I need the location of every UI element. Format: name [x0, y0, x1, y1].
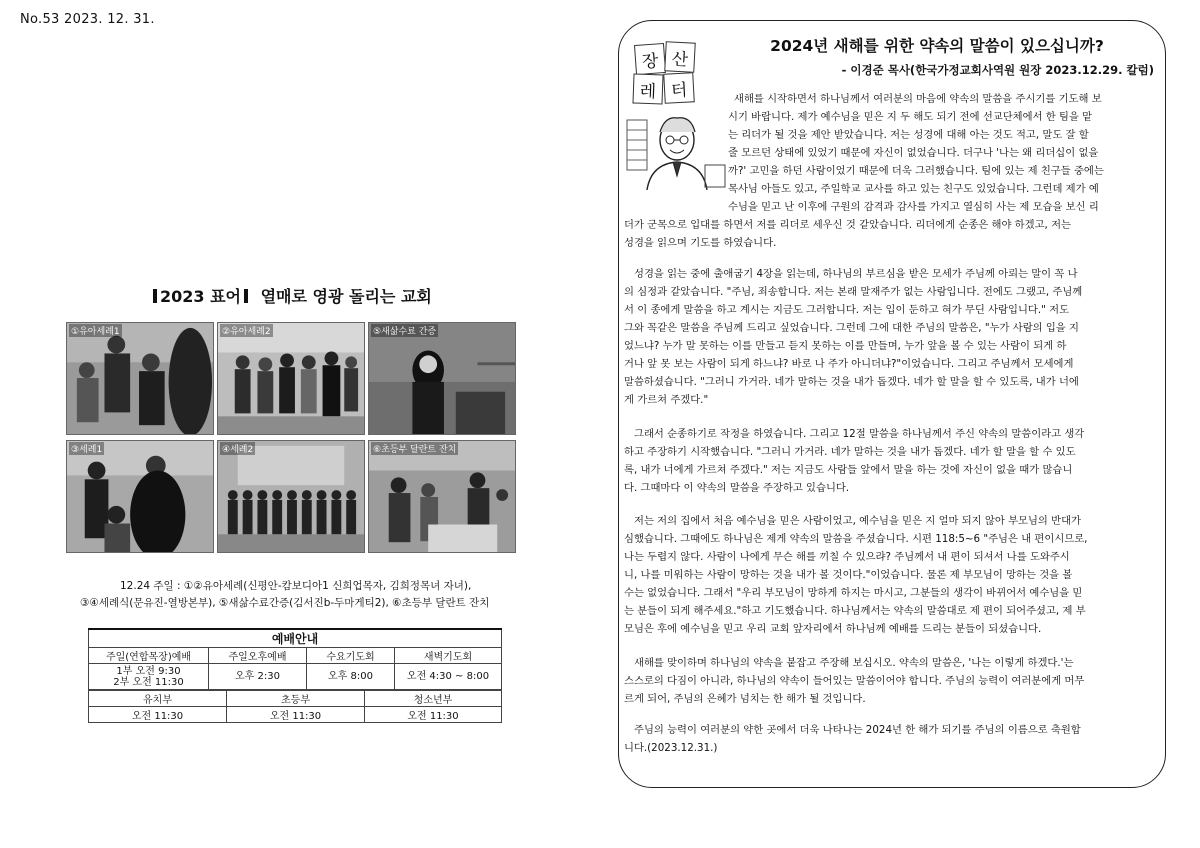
photo-label: ⑤새삶수료 간증 — [371, 324, 438, 337]
dept-value: 오전 11:30 — [365, 707, 502, 723]
text-line: 스스로의 다짐이 아니라, 하나님의 약속이 들어있는 말씀이어야 합니다. 주님의 능력이 여러분에게 머무 — [624, 675, 1085, 687]
photo-infant-baptism-2 — [217, 322, 365, 435]
photo-talent-festival — [368, 440, 516, 553]
schedule-title: 예배안내 — [89, 629, 502, 648]
schedule-value: 오후 2:30 — [209, 664, 307, 690]
dept-value: 오전 11:30 — [89, 707, 227, 723]
text-line: 나는 두렵지 않다. 사람이 나에게 무슨 해를 끼칠 수 있으랴? 주님께서 내 편이 되셔서 나를 도와주시 — [624, 551, 1070, 563]
text-line: 록, 내가 너에게 가르쳐 주겠다." 저는 지금도 사람들 앞에서 말을 하는 것에 자신이 없을 때가 많습니 — [624, 464, 1073, 476]
schedule-header: 주일(연합목장)예배 — [89, 648, 209, 664]
text-line: 말씀하셨습니다. "그러니 가거라. 네가 말하는 것을 내가 돕겠다. 네가 할 말을 할 수 있도록, 내가 너에 — [624, 376, 1079, 388]
text-line: 니, 나를 미워하는 사람이 망하는 것을 내가 볼 것이다."이었습니다. 물론 제 부모님이 망하는 것을 볼 — [624, 569, 1073, 581]
motto-bullet-icon — [153, 289, 157, 303]
text-line: 모님은 후에 예수님을 믿고 우리 교회 앞자리에서 하나님께 예배를 드리는 분들이 되셨습니다. — [624, 623, 1042, 635]
dept-header: 유치부 — [89, 691, 227, 707]
letter-paragraph-5 — [624, 654, 1159, 708]
photo-baptism-1 — [66, 440, 214, 553]
text-line: 더가 군목으로 입대를 하면서 저를 리더로 세우신 것 같았습니다. 리더에게 순종은 해야 하겠고, 저는 — [624, 219, 1071, 231]
motto-text: 열매로 영광 돌리는 교회 — [260, 287, 432, 306]
photo-infant-baptism-1 — [66, 322, 214, 435]
text-line: 르게 되어, 주님의 은혜가 넘치는 한 해가 될 것입니다. — [624, 693, 866, 705]
badge-char: 터 — [663, 72, 695, 104]
yearly-motto — [150, 284, 460, 307]
caption-line: 12.24 주일 : ①②유아세례(신평안-캄보디아1 신희업목자, 김희정목녀 자녀), — [120, 580, 472, 592]
text-line: 그래서 순종하기로 작정을 하였습니다. 그리고 12절 말씀을 하나님께서 주신 약속의 말씀이라고 생각 — [634, 428, 1085, 440]
text-line: 주님의 능력이 여러분의 약한 곳에서 더욱 나타나는 2024년 한 해가 되기를 주님의 이름으로 축원합 — [634, 724, 1081, 736]
text-line: 의 심정과 같았습니다. "주님, 죄송합니다. 저는 본래 말재주가 없는 사람입니다. 전에도 그랬고, 주님께 — [624, 286, 1083, 298]
motto-year: 2023 표어 — [160, 287, 242, 306]
motto-bullet-icon — [244, 289, 248, 303]
letter-paragraph-3 — [624, 425, 1159, 497]
text-line: 줄 모르던 상태에 있었기 때문에 자신이 없었습니다. 더구나 '나는 왜 리더십이 없을 — [728, 147, 1099, 159]
text-line: 새해를 시작하면서 하나님께서 여러분의 마음에 약속의 말씀을 주시기를 기도해 보 — [734, 93, 1102, 105]
photo-label: ③세례1 — [69, 442, 104, 455]
text-line: 었느냐? 누가 말 못하는 이를 만들고 듣지 못하는 이를 만들며, 누가 앞을 볼 수 있는 사람이 되게 하 — [624, 340, 1067, 352]
schedule-cell-sunday — [89, 664, 209, 690]
text-line: 하고 주장하기 시작했습니다. "그러니 가거라. 네가 말하는 것을 내가 돕겠다. 네가 할 말을 할 수 있도 — [624, 446, 1076, 458]
worship-schedule-table — [88, 628, 502, 690]
department-schedule-table — [88, 690, 502, 723]
text-line: 서 이 종에게 말씀을 하고 계시는 지금도 그러합니다. 저는 입이 둔하고 혀가 무딘 사람입니다." 저도 — [624, 304, 1070, 316]
photo-label: ①유아세례1 — [69, 324, 122, 337]
text-line: 니다.(2023.12.31.) — [624, 742, 718, 754]
text-line: 성경을 읽으며 기도를 하였습니다. — [624, 237, 777, 249]
schedule-header: 주일오후예배 — [209, 648, 307, 664]
text-line: 새해를 맞이하며 하나님의 약속을 붙잡고 주장해 보십시오. 약속의 말씀은, '나는 이렇게 하겠다.'는 — [634, 657, 1074, 669]
text-line: 심했습니다. 그때에도 하나님은 제게 약속의 말씀을 주셨습니다. 시편 118:5~6 "주님은 내 편이시므로, — [624, 533, 1088, 545]
photo-caption — [80, 578, 500, 612]
schedule-header: 새벽기도회 — [395, 648, 502, 664]
dept-header: 초등부 — [227, 691, 365, 707]
dept-value: 오전 11:30 — [227, 707, 365, 723]
schedule-value: 1부 오전 9:30 — [116, 665, 181, 677]
schedule-header: 수요기도회 — [307, 648, 395, 664]
letter-author: - 이경준 목사(한국가정교회사역원 원장 2023.12.29. 칼럼) — [841, 63, 1154, 77]
issue-number: No.53 2023. 12. 31. — [20, 12, 155, 27]
badge-char: 레 — [632, 73, 663, 104]
photo-testimony — [368, 322, 516, 435]
text-line: 그와 꼭같은 말씀을 주님께 드리고 싶었습니다. 그런데 그에 대한 주님의 말씀은, "누가 사람의 입을 지 — [624, 322, 1079, 334]
text-line: 성경을 읽는 중에 출애굽기 4장을 읽는데, 하나님의 부르심을 받은 모세가 주님께 아뢰는 말이 꼭 나 — [634, 268, 1078, 280]
caption-line: ③④세례식(문유진-열방본부), ⑤새삶수료간증(김서진b-두마게티2), ⑥초등부 달란트 잔치 — [80, 597, 490, 609]
text-line: 게 가르쳐 주겠다." — [624, 394, 709, 406]
text-line: 수님을 믿고 난 이후에 구원의 감격과 감사를 가지고 열심히 사는 제 모습을 보신 리 — [728, 201, 1099, 213]
badge-char: 산 — [664, 41, 696, 73]
letter-paragraph-1 — [624, 90, 1159, 252]
text-line: 는 리더가 될 것을 제안 받았습니다. 저는 성경에 대해 아는 것도 적고, 말도 잘 할 — [728, 129, 1089, 141]
text-line: 거나 앞 못 보는 사람이 되게 하느냐? 바로 나 주가 아니더냐?"이었습니다. 그리고 주님께서 모세에게 — [624, 358, 1074, 370]
schedule-value: 오전 4:30 ~ 8:00 — [395, 664, 502, 690]
letter-paragraph-4 — [624, 512, 1159, 638]
schedule-value: 2부 오전 11:30 — [113, 676, 184, 688]
photo-label: ⑥초등부 달란트 잔치 — [371, 442, 458, 455]
letter-title: 2024년 새해를 위한 약속의 말씀이 있으십니까? — [770, 37, 1104, 55]
text-line: 다. 그때마다 이 약속의 말씀을 주장하고 있습니다. — [624, 482, 850, 494]
letter-paragraph-2 — [624, 265, 1159, 409]
text-line: 시기 바랍니다. 제가 예수님을 믿은 지 두 해도 되기 전에 선교단체에서 한 팀을 맡 — [728, 111, 1093, 123]
text-line: 수는 없었습니다. 그래서 "우리 부모님이 망하게 하지는 마시고, 그분들의 생각이 바뀌어서 예수님을 믿 — [624, 587, 1083, 599]
photo-label: ②유아세례2 — [220, 324, 273, 337]
text-line: 까?' 고민을 하던 사람이었기 때문에 더욱 그러했습니다. 팀에 있는 제 친구들 중에는 — [728, 165, 1104, 177]
badge-char: 장 — [634, 43, 666, 75]
photo-baptism-2 — [217, 440, 365, 553]
text-line: 목사님 아들도 있고, 주일학교 교사를 하고 있는 친구도 있었습니다. 그런데 제가 예 — [728, 183, 1099, 195]
letter-paragraph-6 — [624, 721, 1159, 757]
text-line: 는 분들이 되게 해주세요."하고 기도했습니다. 하나님께서는 약속의 말씀대로 제 편이 되어주셨고, 제 부 — [624, 605, 1086, 617]
dept-header: 청소년부 — [365, 691, 502, 707]
photo-label: ④세례2 — [220, 442, 255, 455]
photo-grid — [66, 322, 516, 553]
text-line: 저는 저의 집에서 처음 예수님을 믿은 사람이었고, 예수님을 믿은 지 얼마 되지 않아 부모님의 반대가 — [634, 515, 1081, 527]
schedule-value: 오후 8:00 — [307, 664, 395, 690]
